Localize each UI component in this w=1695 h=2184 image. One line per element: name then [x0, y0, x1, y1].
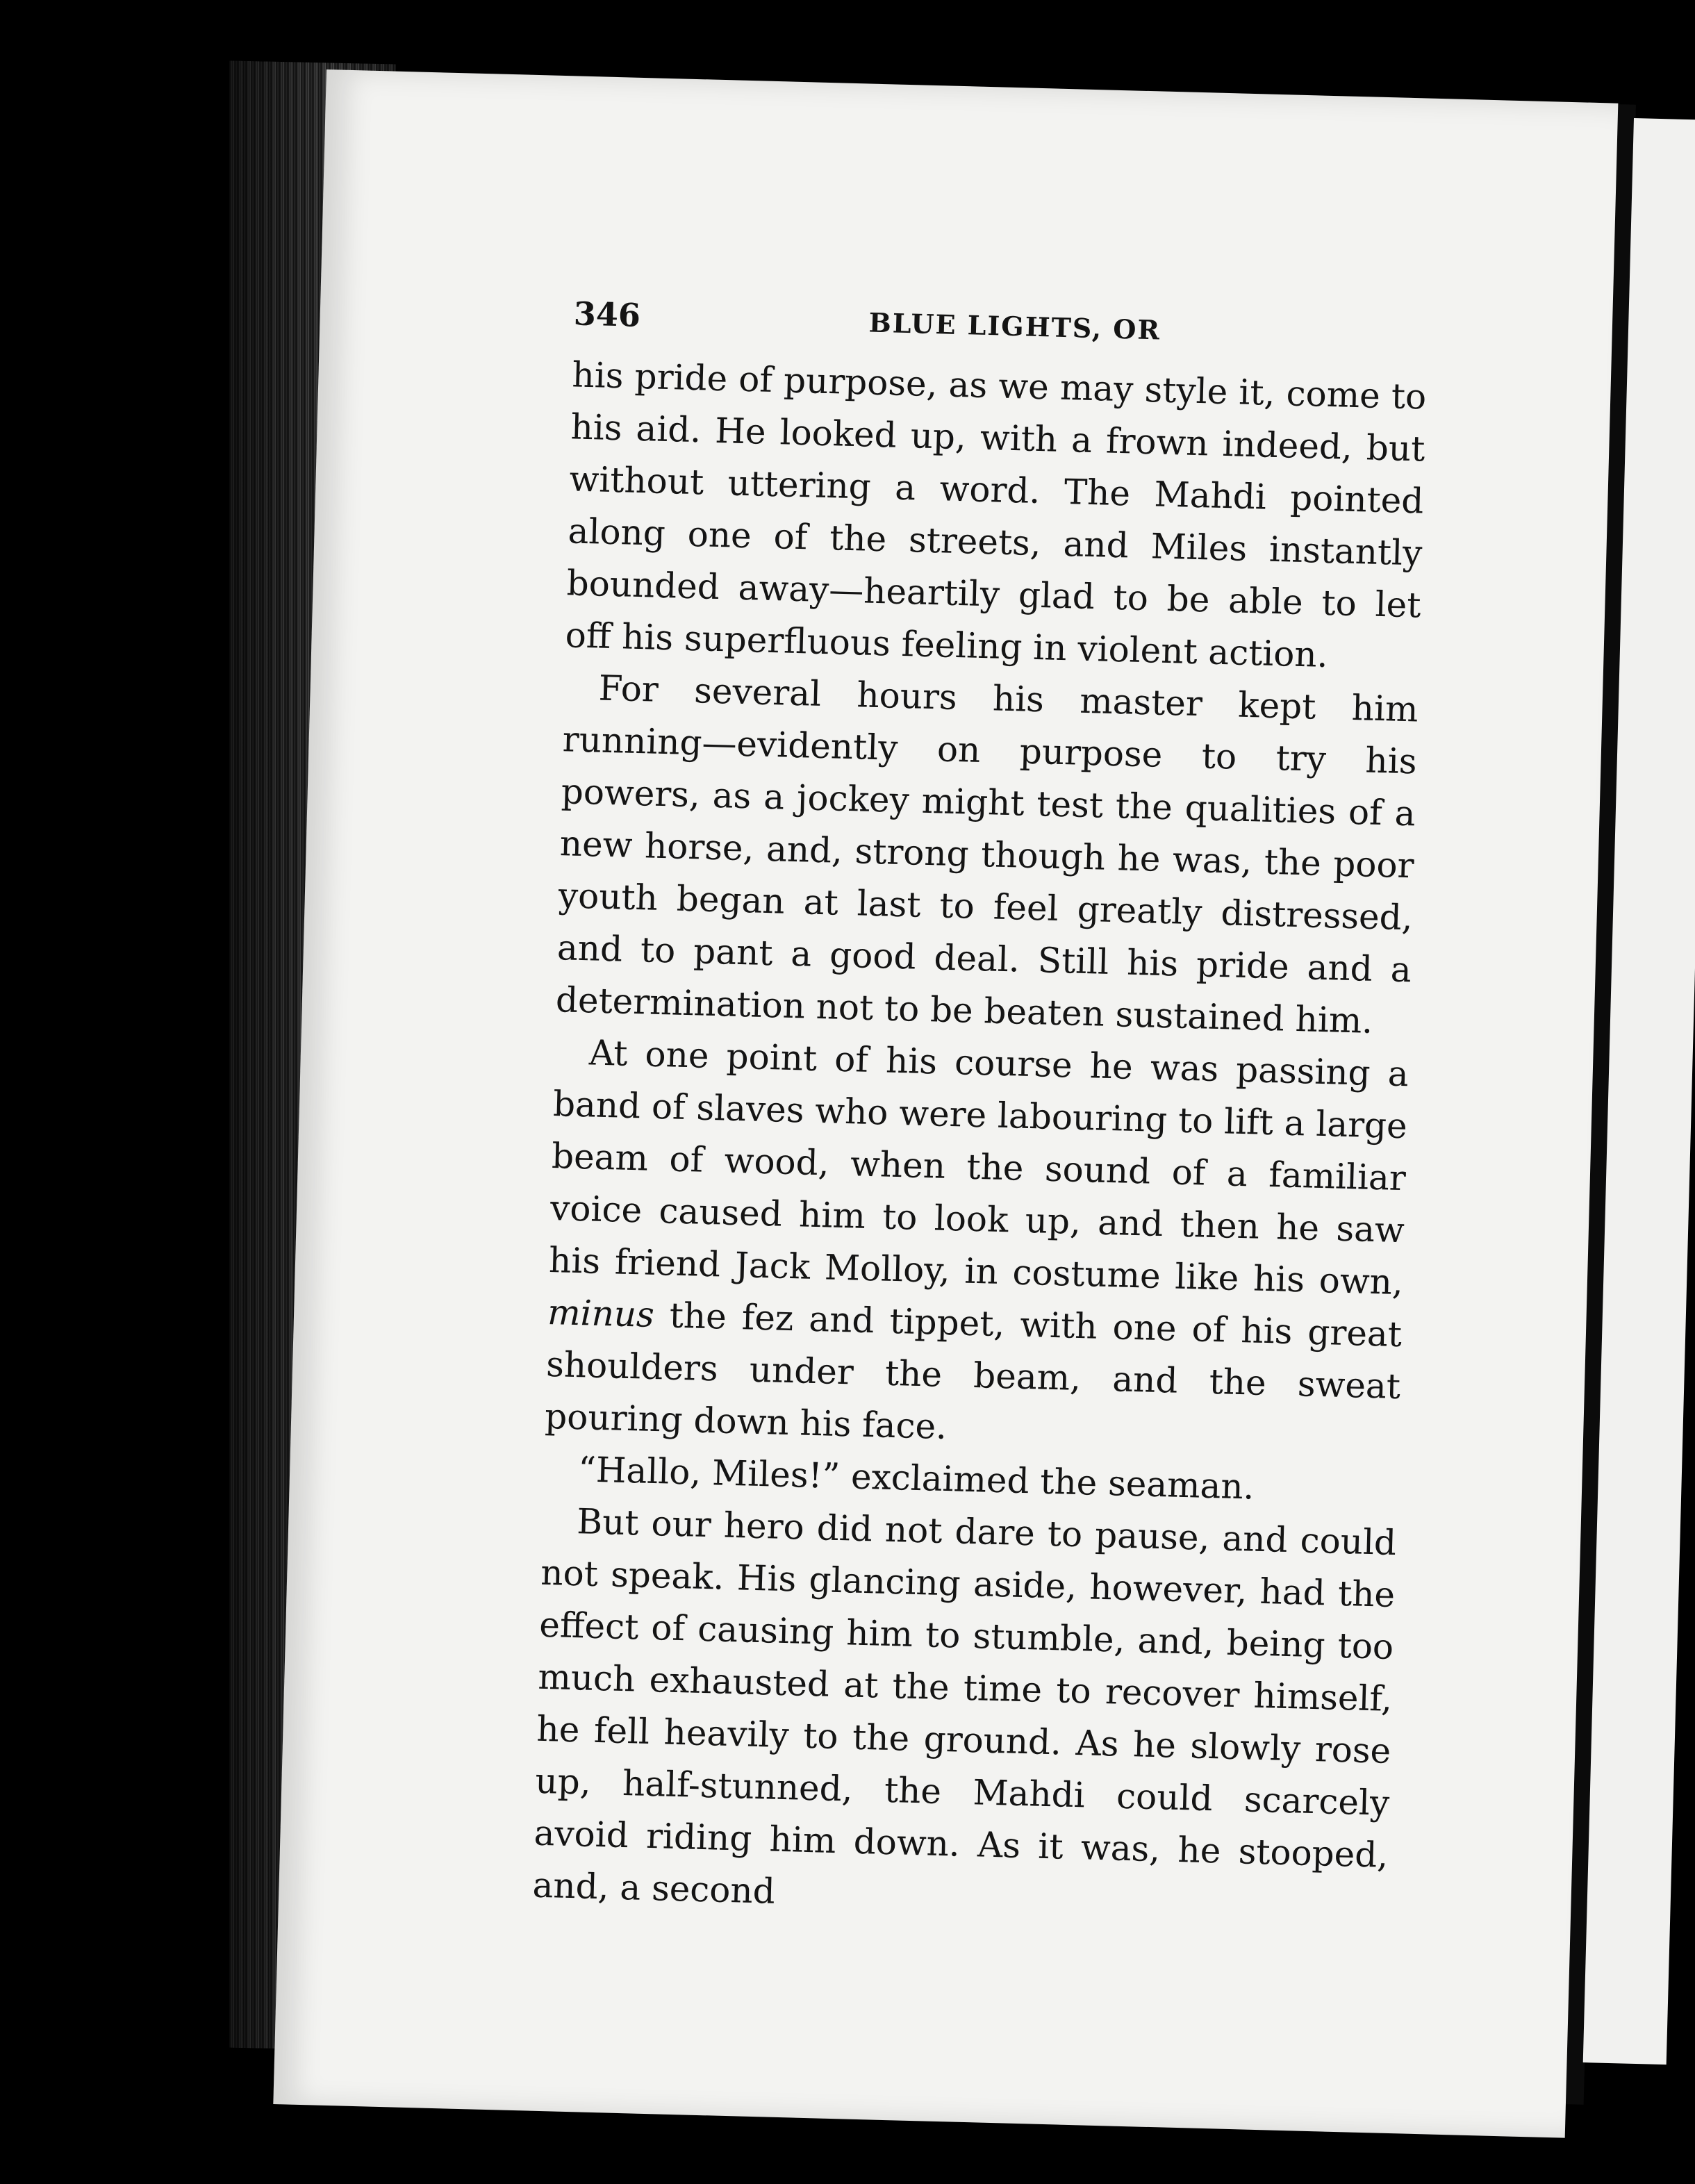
paragraph-4: “Hallo, Miles!” exclaimed the seaman. [577, 1449, 1255, 1507]
paragraph-3-before: At one point of his course he was passing a band of slaves who were labouring to lift a large beam of wood, when the sound of a familiar voice caused him to look up, and then he saw his friend Jack Molloy, in costume like his own, [548, 1032, 1409, 1303]
body-text [532, 349, 1427, 1933]
paragraph-1: his pride of purpose, as we may style it, come to his aid. He looked up, with a frown indeed, but without uttering a word. The Mahdi pointed along one of the streets, and Miles instantly bounded away—heartily glad to be able to let off his superfluous feeling in violent action. [565, 354, 1427, 676]
paragraph-3-after: the fez and tippet, with one of his great shoulders under the beam, and the sweat pouring down his face. [544, 1294, 1403, 1448]
paragraph-5: But our hero did not dare to pause, and could not speak. His glancing aside, however, had the effect of causing him to stumble, and, being too much exhausted at the time to recover himself, he fell heavily to the ground. As he slowly rose up, half-stunned, the Mahdi could scarcely avoid riding him down. As it was, he stooped, and, a second [531, 1501, 1397, 1912]
paragraph-2: For several hours his master kept him running—evidently on purpose to try his powers, as a jockey might test the qualities of a new horse, and, strong though he was, the poor youth began at last to feel greatly distressed, and to pant a good deal. Still his pride and a determination not to be beaten sustained him. [555, 668, 1419, 1041]
page-content [532, 295, 1429, 1933]
book-page [273, 69, 1618, 2138]
running-title: BLUE LIGHTS, OR [868, 306, 1161, 346]
paragraph-3 [544, 1026, 1409, 1465]
paragraph-3-italic: minus [547, 1291, 655, 1335]
page-number: 346 [573, 295, 641, 334]
